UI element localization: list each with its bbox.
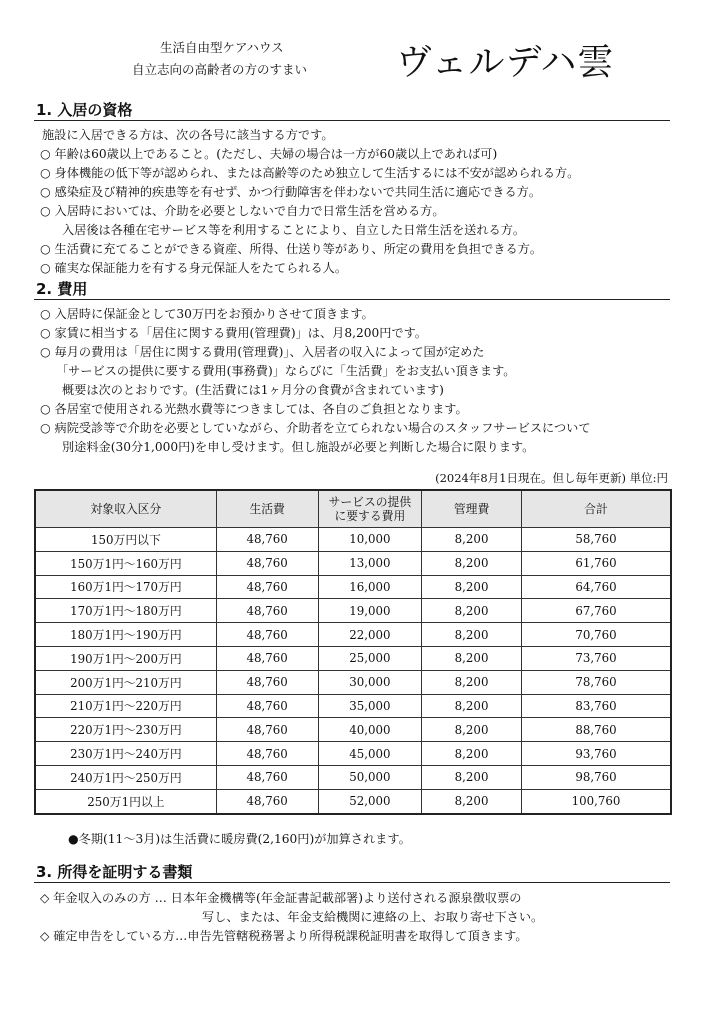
section2-divider xyxy=(34,299,670,300)
section1-line: ○ 生活費に充てることができる資産、所得、仕送り等があり、所定の費用を負担できる方。 xyxy=(40,242,543,256)
cell-income-band: 220万1円～230万円 xyxy=(35,718,216,742)
cell-living-cost: 48,760 xyxy=(216,646,318,670)
cell-total: 98,760 xyxy=(521,765,671,789)
winter-note: ●冬期(11～3月)は生活費に暖房費(2,160円)が加算されます。 xyxy=(68,832,411,846)
section1-line: ○ 入居時においては、介助を必要としないで自力で日常生活を営める方。 xyxy=(40,204,445,218)
cell-income-band: 150万1円～160万円 xyxy=(35,551,216,575)
section2-line: 「サービスの提供に要する費用(事務費)」ならびに「生活費」をお支払い頂きます。 xyxy=(56,364,516,378)
section1-line: ○ 感染症及び精神的疾患等を有せず、かつ行動障害を伴わないで共同生活に適応できる方。 xyxy=(40,185,542,199)
cell-income-band: 200万1円～210万円 xyxy=(35,670,216,694)
section2-line: ○ 各居室で使用される光熱水費等につきましては、各自のご負担となります。 xyxy=(40,402,468,416)
section1-title: 1. 入居の資格 xyxy=(36,101,133,119)
cell-total: 73,760 xyxy=(521,646,671,670)
header-subtitle-2: 自立志向の高齢者の方のすまい xyxy=(132,62,308,77)
cell-service-cost: 16,000 xyxy=(318,575,422,599)
fee-table-header-row xyxy=(35,490,671,528)
section1-line: ○ 身体機能の低下等が認められ、または高齢等のため独立して生活するには不安が認められる方。 xyxy=(40,166,580,180)
cell-service-cost: 40,000 xyxy=(318,718,422,742)
cell-management-fee: 8,200 xyxy=(422,670,522,694)
table-row xyxy=(35,718,671,742)
header-management-fee: 管理費 xyxy=(422,490,522,528)
cell-income-band: 150万円以下 xyxy=(35,528,216,552)
cell-service-cost: 22,000 xyxy=(318,623,422,647)
cell-living-cost: 48,760 xyxy=(216,670,318,694)
header-total: 合計 xyxy=(521,490,671,528)
cell-living-cost: 48,760 xyxy=(216,718,318,742)
section1-line: ○ 確実な保証能力を有する身元保証人をたてられる人。 xyxy=(40,261,348,275)
cell-total: 64,760 xyxy=(521,575,671,599)
cell-service-cost: 52,000 xyxy=(318,789,422,813)
fee-table xyxy=(34,489,672,815)
cell-management-fee: 8,200 xyxy=(422,742,522,766)
header-living-cost: 生活費 xyxy=(216,490,318,528)
table-row xyxy=(35,670,671,694)
cell-management-fee: 8,200 xyxy=(422,623,522,647)
cell-service-cost: 19,000 xyxy=(318,599,422,623)
header-service-cost-line2: に要する費用 xyxy=(334,509,406,523)
cell-total: 93,760 xyxy=(521,742,671,766)
section3-title: 3. 所得を証明する書類 xyxy=(36,863,193,881)
cell-service-cost: 45,000 xyxy=(318,742,422,766)
cell-living-cost: 48,760 xyxy=(216,623,318,647)
cell-living-cost: 48,760 xyxy=(216,694,318,718)
facility-name: ヴェルデハ雲 xyxy=(396,42,615,83)
header-subtitle-1: 生活自由型ケアハウス xyxy=(160,40,284,55)
section3-line: ◇ 年金収入のみの方 … 日本年金機構等(年金証書記載部署)より送付される源泉徴収票の xyxy=(40,891,522,905)
cell-income-band: 180万1円～190万円 xyxy=(35,623,216,647)
cell-living-cost: 48,760 xyxy=(216,599,318,623)
cell-income-band: 190万1円～200万円 xyxy=(35,646,216,670)
section1-line: 入居後は各種在宅サービス等を利用することにより、自立した日常生活を送れる方。 xyxy=(62,223,526,237)
section2-line: 別途料金(30分1,000円)を申し受けます。但し施設が必要と判断した場合に限ります。 xyxy=(62,440,535,454)
cell-service-cost: 10,000 xyxy=(318,528,422,552)
cell-management-fee: 8,200 xyxy=(422,694,522,718)
table-row xyxy=(35,646,671,670)
cell-total: 78,760 xyxy=(521,670,671,694)
cell-management-fee: 8,200 xyxy=(422,718,522,742)
cell-management-fee: 8,200 xyxy=(422,789,522,813)
cell-living-cost: 48,760 xyxy=(216,789,318,813)
table-row xyxy=(35,789,671,813)
section3-divider xyxy=(34,882,670,883)
cell-living-cost: 48,760 xyxy=(216,551,318,575)
cell-management-fee: 8,200 xyxy=(422,551,522,575)
table-row xyxy=(35,528,671,552)
section1-divider xyxy=(34,120,670,121)
cell-management-fee: 8,200 xyxy=(422,599,522,623)
cell-service-cost: 50,000 xyxy=(318,765,422,789)
section2-line: ○ 毎月の費用は「居住に関する費用(管理費)」、入居者の収入によって国が定めた xyxy=(40,345,485,359)
cell-income-band: 230万1円～240万円 xyxy=(35,742,216,766)
table-row xyxy=(35,623,671,647)
cell-management-fee: 8,200 xyxy=(422,575,522,599)
cell-service-cost: 35,000 xyxy=(318,694,422,718)
section1-line: ○ 年齢は60歳以上であること。(ただし、夫婦の場合は一方が60歳以上であれば可) xyxy=(40,147,498,161)
header-service-cost xyxy=(318,490,422,528)
section1-line: 施設に入居できる方は、次の各号に該当する方です。 xyxy=(42,128,334,142)
cell-total: 67,760 xyxy=(521,599,671,623)
cell-total: 70,760 xyxy=(521,623,671,647)
cell-service-cost: 30,000 xyxy=(318,670,422,694)
table-row xyxy=(35,742,671,766)
cell-living-cost: 48,760 xyxy=(216,742,318,766)
section2-line: ○ 家賃に相当する「居住に関する費用(管理費)」は、月8,200円です。 xyxy=(40,326,427,340)
section2-line: ○ 病院受診等で介助を必要としていながら、介助者を立てられない場合のスタッフサービスについて xyxy=(40,421,591,435)
table-row xyxy=(35,694,671,718)
cell-income-band: 240万1円～250万円 xyxy=(35,765,216,789)
cell-management-fee: 8,200 xyxy=(422,646,522,670)
cell-total: 58,760 xyxy=(521,528,671,552)
cell-living-cost: 48,760 xyxy=(216,765,318,789)
cell-income-band: 160万1円～170万円 xyxy=(35,575,216,599)
table-row xyxy=(35,599,671,623)
cell-service-cost: 25,000 xyxy=(318,646,422,670)
section2-line: 概要は次のとおりです。(生活費には1ヶ月分の食費が含まれています) xyxy=(62,383,444,397)
cell-total: 83,760 xyxy=(521,694,671,718)
table-row xyxy=(35,551,671,575)
section2-line: ○ 入居時に保証金として30万円をお預かりさせて頂きます。 xyxy=(40,307,374,321)
cell-total: 61,760 xyxy=(521,551,671,575)
cell-living-cost: 48,760 xyxy=(216,575,318,599)
header-income-band: 対象収入区分 xyxy=(35,490,216,528)
section3-line: ◇ 確定申告をしている方…申告先管轄税務署より所得税課税証明書を取得して頂きます。 xyxy=(40,929,528,943)
cell-total: 88,760 xyxy=(521,718,671,742)
cell-income-band: 210万1円～220万円 xyxy=(35,694,216,718)
section3-line: 写し、または、年金支給機関に連絡の上、お取り寄せ下さい。 xyxy=(202,910,544,924)
cell-management-fee: 8,200 xyxy=(422,765,522,789)
section2-title: 2. 費用 xyxy=(36,280,88,298)
cell-management-fee: 8,200 xyxy=(422,528,522,552)
cell-total: 100,760 xyxy=(521,789,671,813)
header-service-cost-line1: サービスの提供 xyxy=(328,495,412,509)
table-note: (2024年8月1日現在。但し毎年更新) 単位:円 xyxy=(435,471,668,485)
cell-income-band: 170万1円～180万円 xyxy=(35,599,216,623)
table-row xyxy=(35,765,671,789)
table-row xyxy=(35,575,671,599)
cell-income-band: 250万1円以上 xyxy=(35,789,216,813)
cell-living-cost: 48,760 xyxy=(216,528,318,552)
cell-service-cost: 13,000 xyxy=(318,551,422,575)
